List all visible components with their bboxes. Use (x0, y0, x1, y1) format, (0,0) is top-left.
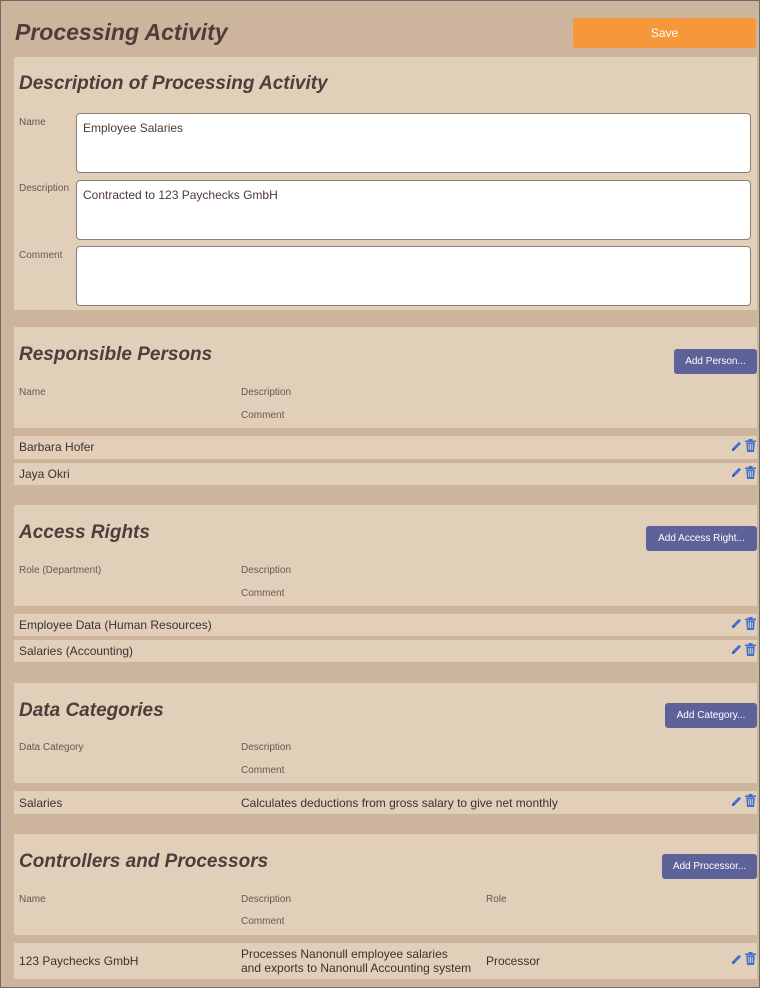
pencil-icon[interactable] (731, 466, 742, 478)
column-header-name: Name (19, 387, 46, 398)
add-processor-button[interactable]: Add Processor... (662, 854, 757, 879)
page-title: Processing Activity (15, 19, 228, 45)
section-title-controllers: Controllers and Processors (19, 851, 269, 872)
column-header-description: Description (241, 894, 292, 905)
name-field[interactable]: Employee Salaries (76, 113, 751, 173)
column-header-name: Name (19, 894, 46, 905)
column-header-description: Description (241, 565, 292, 576)
table-row[interactable] (14, 640, 757, 662)
processor-name: 123 Paychecks GmbH (19, 954, 139, 968)
column-header-category: Data Category (19, 742, 84, 753)
trash-icon[interactable] (745, 952, 756, 965)
trash-icon[interactable] (745, 794, 756, 807)
pencil-icon[interactable] (731, 953, 742, 965)
add-access-right-button[interactable]: Add Access Right... (646, 526, 757, 551)
person-name: Barbara Hofer (19, 440, 95, 454)
column-header-comment: Comment (241, 765, 285, 776)
table-row[interactable] (14, 436, 757, 459)
trash-icon[interactable] (745, 643, 756, 656)
responsible-persons-section (14, 327, 757, 428)
person-name: Jaya Okri (19, 467, 70, 481)
pencil-icon[interactable] (731, 643, 742, 655)
pencil-icon[interactable] (731, 617, 742, 629)
processor-role: Processor (486, 954, 541, 968)
column-header-role: Role (Department) (19, 565, 102, 576)
description-field[interactable]: Contracted to 123 Paychecks GmbH (76, 180, 751, 240)
section-title-description: Description of Processing Activity (19, 73, 328, 94)
table-row[interactable] (14, 943, 757, 979)
column-header-description: Description (241, 742, 292, 753)
add-person-button[interactable]: Add Person... (674, 349, 757, 374)
trash-icon[interactable] (745, 439, 756, 452)
access-rights-section (14, 505, 757, 606)
add-category-button[interactable]: Add Category... (665, 703, 757, 728)
section-title-access: Access Rights (19, 522, 150, 543)
access-role: Employee Data (Human Resources) (19, 618, 212, 632)
section-title-categories: Data Categories (19, 700, 164, 721)
name-label: Name (19, 117, 46, 128)
column-header-role: Role (486, 894, 507, 905)
table-row[interactable] (14, 463, 757, 485)
access-role: Salaries (Accounting) (19, 644, 134, 658)
description-label: Description (19, 183, 70, 194)
comment-label: Comment (19, 250, 63, 261)
column-header-description: Description (241, 387, 292, 398)
table-row[interactable] (14, 791, 757, 814)
save-button[interactable]: Save (573, 18, 756, 48)
pencil-icon[interactable] (731, 795, 742, 807)
processor-description-line1: Processes Nanonull employee salaries (241, 947, 448, 961)
column-header-comment: Comment (241, 410, 285, 421)
column-header-comment: Comment (241, 588, 285, 599)
trash-icon[interactable] (745, 617, 756, 630)
description-section (14, 57, 757, 310)
controllers-processors-section (14, 834, 757, 935)
category-description: Calculates deductions from gross salary to give net monthly (241, 796, 558, 810)
comment-field[interactable] (76, 246, 751, 306)
processor-description-line2: and exports to Nanonull Accounting system (241, 961, 472, 975)
table-row[interactable] (14, 614, 757, 636)
pencil-icon[interactable] (731, 440, 742, 452)
column-header-comment: Comment (241, 916, 285, 927)
data-categories-section (14, 683, 757, 783)
category-name: Salaries (19, 796, 63, 810)
section-title-persons: Responsible Persons (19, 344, 213, 365)
trash-icon[interactable] (745, 466, 756, 479)
